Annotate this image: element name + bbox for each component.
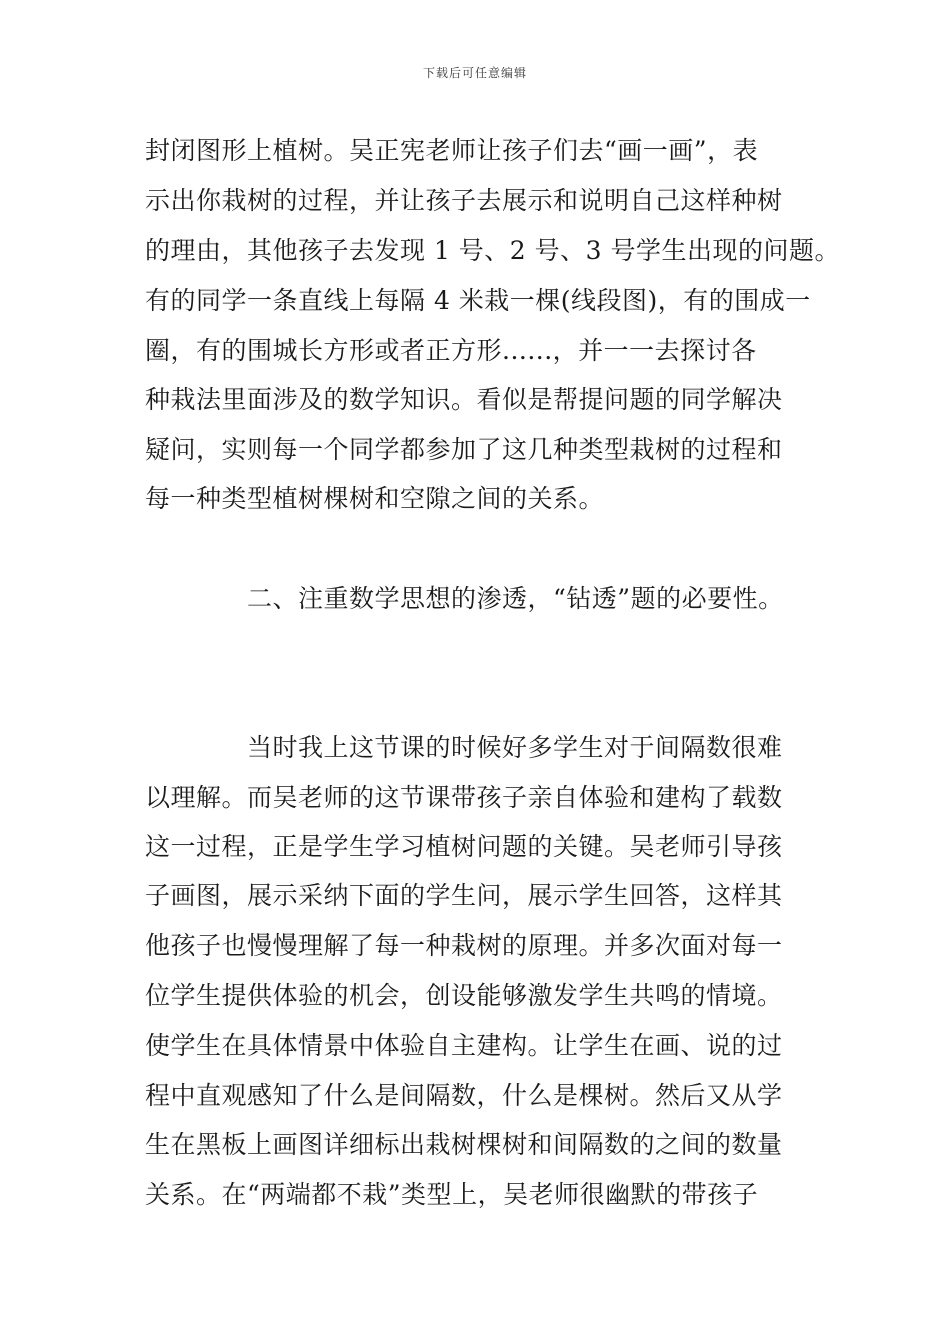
text-line: 关系。在“两端都不栽”类型上，吴老师很幽默的带孩子 <box>145 1180 759 1209</box>
text-line: 他孩子也慢慢理解了每一种栽树的原理。并多次面对每一 <box>145 931 783 960</box>
text-line: 的理由，其他孩子去发现 1 号、2 号、3 号学生出现的问题。 <box>145 236 841 265</box>
text-line: 使学生在具体情景中体验自主建构。让学生在画、说的过 <box>145 1031 783 1060</box>
text-line: 以理解。而吴老师的这节课带孩子亲自体验和建构了载数 <box>145 783 783 812</box>
text-line: 疑问，实则每一个同学都参加了这几种类型栽树的过程和 <box>145 435 783 464</box>
text-line: 圈，有的围城长方形或者正方形......，并一一去探讨各 <box>145 336 757 365</box>
text-line: 子画图，展示采纳下面的学生问，展示学生回答，这样其 <box>145 881 783 910</box>
page-header: 下载后可任意编辑 <box>422 66 527 80</box>
text-line: 有的同学一条直线上每隔 4 米栽一棵(线段图)，有的围成一 <box>145 286 811 315</box>
text-line: 位学生提供体验的机会，创设能够激发学生共鸣的情境。 <box>145 981 783 1010</box>
text-line: 这一过程，正是学生学习植树问题的关键。吴老师引导孩 <box>145 832 783 861</box>
text-line: 生在黑板上画图详细标出栽树棵树和间隔数的之间的数量 <box>145 1130 783 1159</box>
text-line: 每一种类型植树棵树和空隙之间的关系。 <box>145 484 605 513</box>
text-line: 封闭图形上植树。吴正宪老师让孩子们去“画一画”，表 <box>145 136 759 165</box>
section-heading: 二、注重数学思想的渗透，“钻透”题的必要性。 <box>247 584 784 613</box>
text-line: 当时我上这节课的时候好多学生对于间隔数很难 <box>247 733 783 762</box>
text-line: 程中直观感知了什么是间隔数，什么是棵树。然后又从学 <box>145 1081 783 1110</box>
text-line: 种栽法里面涉及的数学知识。看似是帮提问题的同学解决 <box>145 385 783 414</box>
text-line: 示出你栽树的过程，并让孩子去展示和说明自己这样种树 <box>145 186 783 215</box>
